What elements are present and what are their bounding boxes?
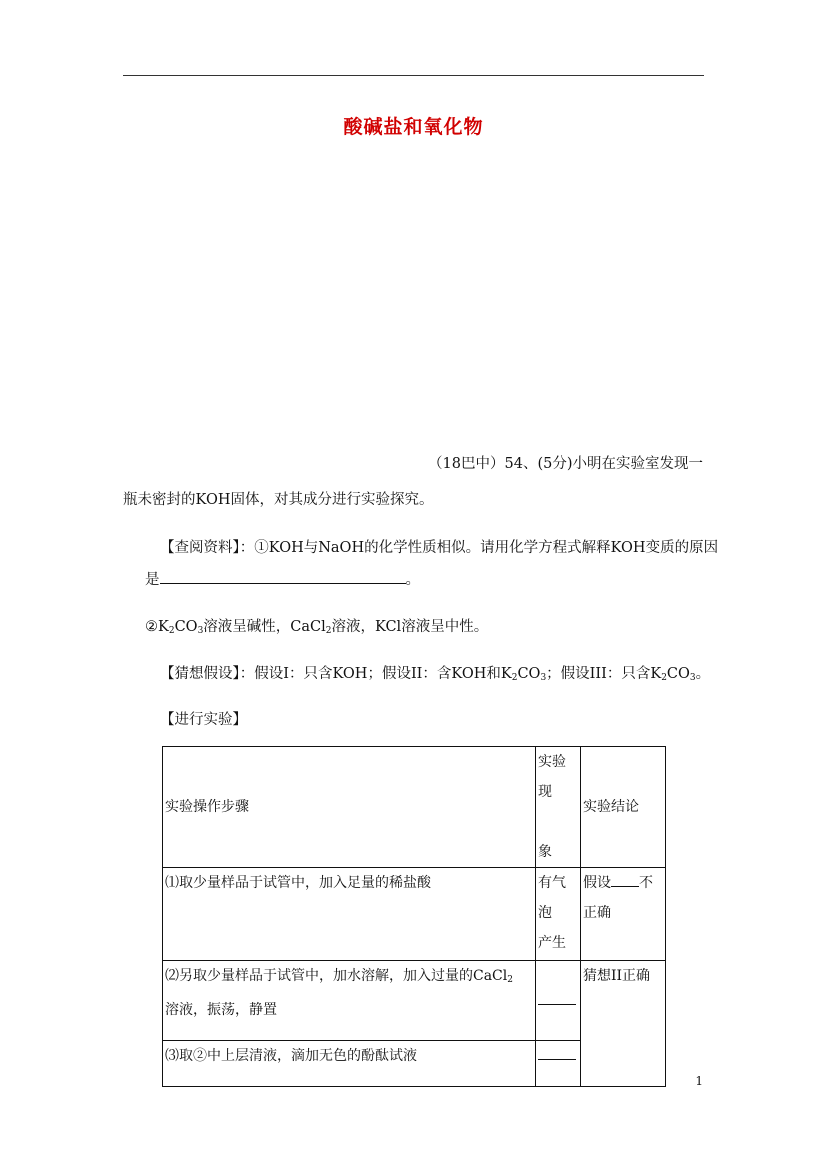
row2-step: ⑵另取少量样品于试管中，加水溶解，加入过量的CaCl$_2$ 溶液，振荡，静置 [163,961,536,1041]
header-steps: 实验操作步骤 [163,747,536,868]
question-source: （18巴中）54、(5分)小明在实验室发现一 [428,456,703,472]
row2-conclusion: 猜想II正确 [581,961,666,1087]
info-text-1: ：①KOH与NaOH的化学性质相似。请用化学方程式解释KOH变质的原因 [239,540,719,556]
row3-phenomenon [536,1041,581,1087]
row1-conclusion: 假设 不 正确 [581,868,666,961]
row3-step: ⑶取②中上层清液，滴加无色的酚酞试液 [163,1041,536,1087]
hypothesis-label: 【猜想假设】 [160,666,240,682]
info-paragraph-2: $②K_2CO_3$溶液呈碱性，CaCl$_2$溶液，KCl溶液呈中性。 [145,619,489,636]
table-header-row [163,747,666,868]
info-label: 【查阅资料】 [160,540,240,556]
row1-step: ⑴取少量样品于试管中，加入足量的稀盐酸 [163,868,536,961]
info-paragraph-1 [160,536,718,557]
page-title: 酸碱盐和氧化物 [343,116,484,138]
row1-phenomenon: 有气泡 产生 [536,868,581,961]
info-text-2-pre: 是 [145,572,160,588]
row2-blank[interactable] [538,992,576,1005]
row2-phenomenon [536,961,581,1041]
question-continuation: 瓶未密封的KOH固体，对其成分进行实验探究。 [123,492,434,508]
info-paragraph-1b [145,568,420,589]
table-row [163,961,666,1041]
row3-blank[interactable] [538,1047,576,1060]
info-text-2-post: 。 [405,572,420,588]
row1-blank[interactable] [611,874,639,887]
experiment-table [162,746,666,1087]
table-row [163,868,666,961]
answer-blank[interactable] [160,569,406,584]
page-number: 1 [695,1074,703,1088]
header-rule [123,75,704,76]
header-conclusion: 实验结论 [581,747,666,868]
experiment-label: 【进行实验】 [160,712,247,728]
hypothesis-paragraph: 【猜想假设】：假设I：只含KOH；假设II：含KOH和$K_2CO_3$；假设III：只含$K_2CO_3$。 [160,666,711,683]
header-phenomenon: 实验现 象 [536,747,581,868]
